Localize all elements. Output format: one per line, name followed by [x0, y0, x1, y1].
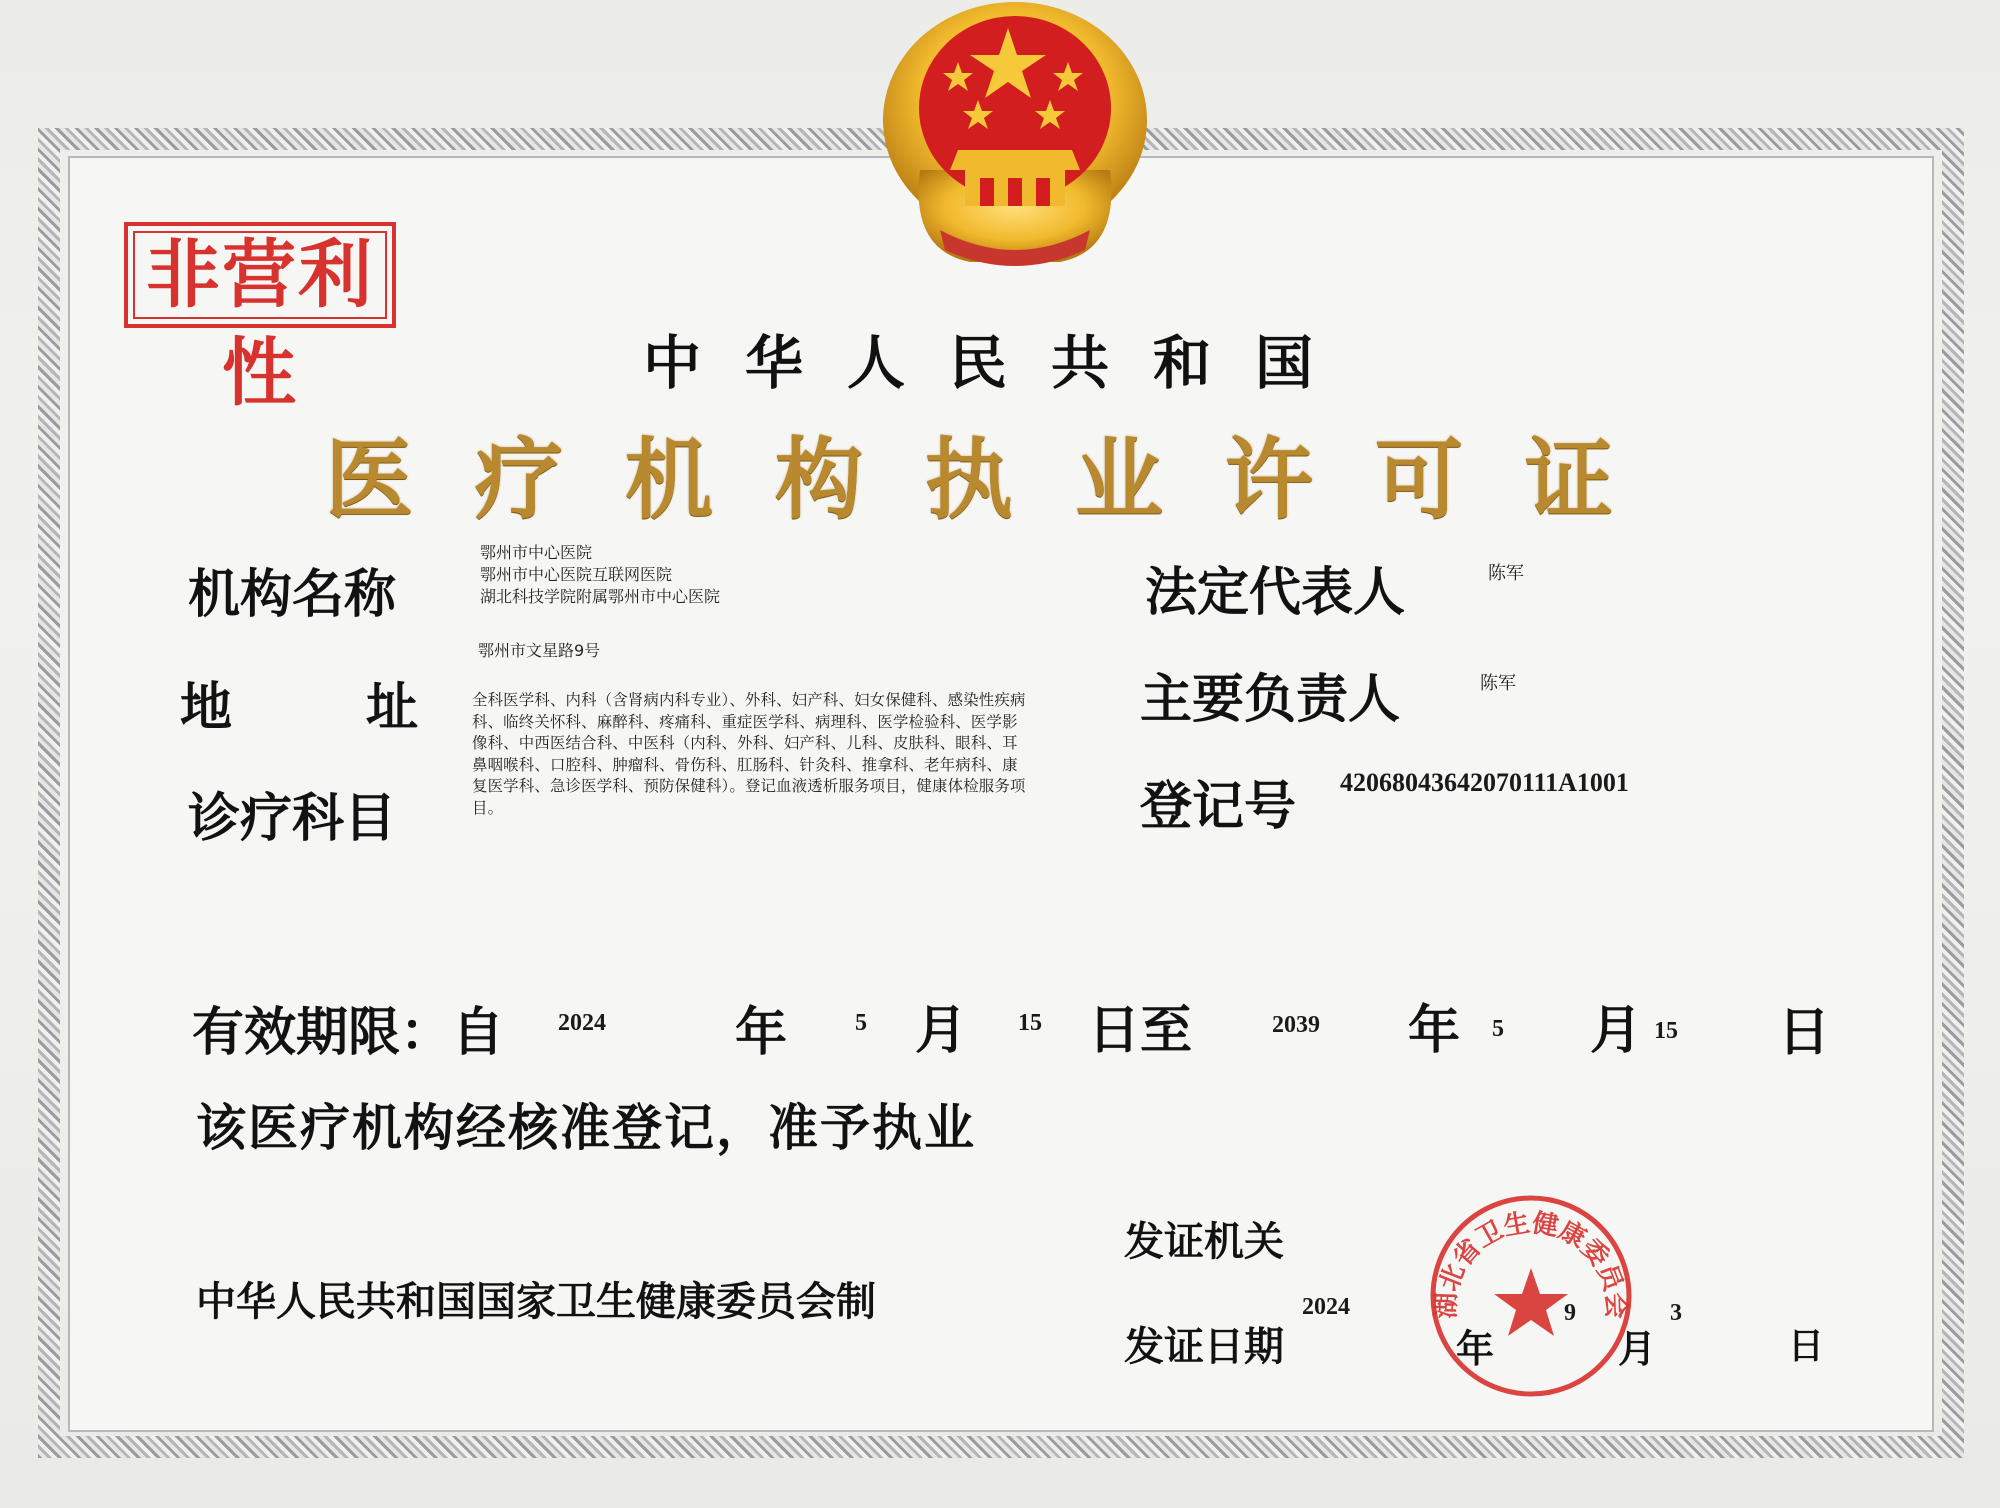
reg-no-value: 42068043642070111A1001: [1340, 768, 1629, 797]
validity-start-day: 15: [1018, 1010, 1042, 1036]
official-seal-icon: [1425, 1190, 1637, 1402]
validity-label: 有效期限：自: [192, 1002, 505, 1063]
principal-label: 主要负责人: [1140, 669, 1401, 730]
national-emblem-icon: [880, 0, 1150, 272]
issue-month-char: 月: [1618, 1326, 1657, 1371]
approval-text: 该医疗机构经核准登记，准予执业: [196, 1098, 976, 1157]
scope-label: 诊疗科目: [188, 788, 397, 849]
institution-name-3: 湖北科技学院附属鄂州市中心医院: [480, 587, 721, 606]
validity-end-day: 15: [1654, 1018, 1678, 1044]
certificate-title: 医疗机构执业许可证: [324, 427, 1675, 531]
validity-day-to: 日至: [1088, 1000, 1193, 1061]
validity-year-char-2: 年: [1408, 1000, 1461, 1061]
validity-end-year: 2039: [1272, 1012, 1320, 1038]
validity-start-month: 5: [855, 1010, 867, 1036]
validity-month-char-2: 月: [1590, 1000, 1643, 1061]
issue-day: 3: [1670, 1300, 1682, 1326]
scope-value: 全科医学科、内科（含肾病内科专业）、外科、妇产科、妇女保健科、感染性疾病科、临终关怀科、麻醉科、疼痛科、重症医学科、病理科、医学检验科、医学影像科、中西医结合科、中医科（内科、外科、妇产科、儿科、皮肤科、眼科、耳鼻咽喉科、口腔科、肿瘤科、骨伤科、肛肠科、针灸科、推拿科、老年病科、康复医学科、急诊医学科、预防保健科）。登记血液透析服务项目，健康体检服务项目。: [472, 691, 1026, 817]
institution-name-2: 鄂州市中心医院互联网医院: [480, 565, 673, 584]
institution-name-label: 机构名称: [188, 564, 397, 625]
issue-month: 9: [1564, 1300, 1576, 1326]
address-label-char-1: 地: [180, 677, 233, 738]
issuer-label: 发证机关: [1124, 1218, 1284, 1265]
validity-end-month: 5: [1492, 1016, 1504, 1042]
validity-start-year: 2024: [558, 1010, 606, 1036]
issue-date-label: 发证日期: [1124, 1323, 1284, 1370]
address-label-char-2: 址: [366, 677, 419, 738]
reg-no-label: 登记号: [1140, 776, 1297, 837]
validity-year-char-1: 年: [735, 1002, 788, 1063]
principal-value: 陈军: [1480, 673, 1516, 694]
legal-rep-label: 法定代表人: [1145, 562, 1406, 623]
validity-day-char: 日: [1778, 1002, 1831, 1063]
legal-rep-value: 陈军: [1488, 563, 1524, 584]
issue-day-char: 日: [1788, 1325, 1825, 1367]
institution-name-1: 鄂州市中心医院: [480, 543, 593, 562]
address-value: 鄂州市文星路9号: [478, 641, 601, 660]
nonprofit-stamp: 非营利性: [124, 222, 396, 328]
svg-text:湖北省卫生健康委员会: 湖北省卫生健康委员会: [1431, 1208, 1631, 1320]
issue-year-char: 年: [1456, 1326, 1495, 1371]
maker-text: 中华人民共和国国家卫生健康委员会制: [196, 1278, 876, 1325]
country-name: 中华人民共和国: [642, 329, 1357, 397]
validity-month-char-1: 月: [915, 1000, 968, 1061]
issue-year: 2024: [1302, 1294, 1350, 1320]
